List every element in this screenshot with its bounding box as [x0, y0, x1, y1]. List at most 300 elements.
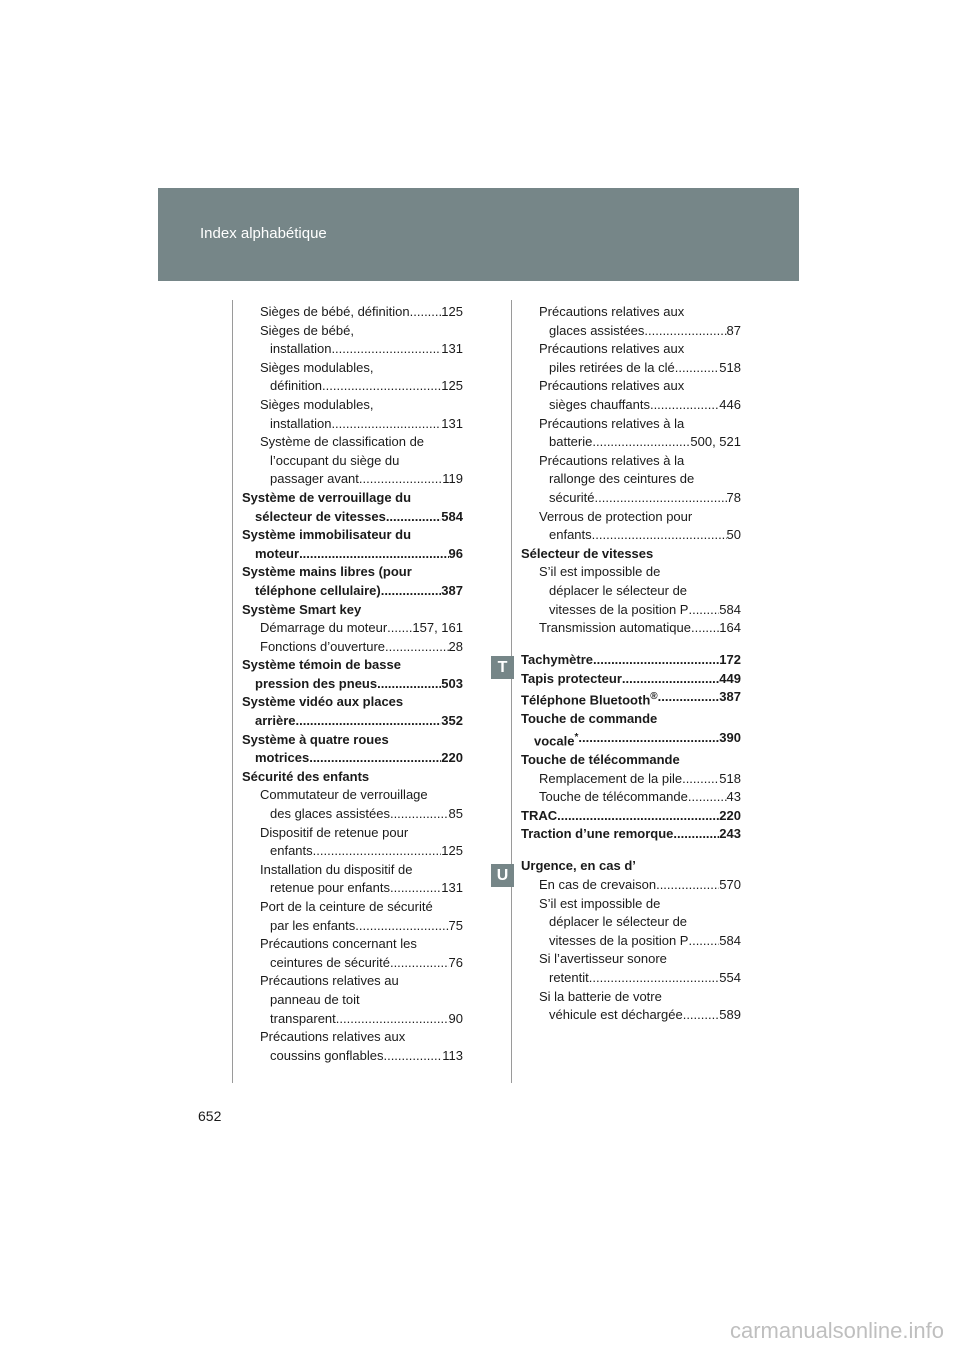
index-entry [521, 563, 741, 582]
dot-leader [557, 807, 719, 826]
index-heading [242, 582, 463, 601]
dot-leader [682, 770, 719, 789]
entry-text [260, 638, 385, 657]
entry-text [539, 619, 691, 638]
dot-leader [675, 359, 720, 378]
entry-text [242, 526, 411, 545]
index-entry [242, 340, 463, 359]
entry-label: Si la batterie de votre [539, 988, 662, 1004]
index-entry [242, 805, 463, 824]
index-entry [242, 638, 463, 657]
index-heading [521, 729, 741, 751]
dot-leader [592, 526, 727, 545]
entry-label: sélecteur de vitesses [255, 508, 386, 524]
entry-label: Système de verrouillage du [242, 489, 412, 505]
page-reference: 220 [441, 750, 463, 766]
entry-text [255, 582, 381, 601]
center-divider [511, 300, 512, 1083]
dot-leader [390, 879, 441, 898]
entry-text [270, 917, 355, 936]
entry-text [549, 396, 650, 415]
entry-label: Précautions relatives aux [539, 378, 685, 394]
index-entry [242, 879, 463, 898]
entry-label: Sièges modulables, [260, 359, 374, 375]
index-entry [521, 489, 741, 508]
dot-leader [595, 489, 727, 508]
entry-label: des glaces assistées [270, 806, 390, 822]
index-entry [521, 526, 741, 545]
index-entry [521, 619, 741, 638]
entry-label: Transmission automatique [539, 620, 691, 636]
entry-label: ceintures de sécurité [270, 954, 390, 970]
index-entry [521, 895, 741, 914]
index-heading [242, 508, 463, 527]
entry-text [539, 770, 682, 789]
index-entry [242, 433, 463, 452]
entry-label: Installation du dispositif de [260, 861, 413, 877]
entry-text [539, 988, 662, 1007]
index-entry [242, 935, 463, 954]
dot-leader [688, 932, 719, 951]
entry-label: Urgence, en cas d’ [521, 858, 636, 874]
index-heading [242, 601, 463, 620]
dot-leader [622, 670, 719, 689]
page-reference: 28 [448, 638, 463, 654]
entry-label: Sièges de bébé, [260, 322, 354, 338]
page-reference: 584 [719, 601, 741, 617]
dot-leader [410, 303, 442, 322]
page-reference: 125 [441, 843, 463, 859]
entry-text [242, 693, 403, 712]
section-gap [521, 638, 741, 652]
entry-label: arrière [255, 713, 296, 729]
entry-text [521, 825, 673, 844]
page-reference: 584 [441, 508, 463, 524]
entry-text [242, 768, 369, 787]
dot-leader [390, 954, 449, 973]
entry-superscript: * [574, 731, 579, 743]
entry-text [255, 712, 295, 731]
entry-text [549, 322, 644, 341]
index-entry [521, 770, 741, 789]
index-heading [521, 545, 741, 564]
index-heading [242, 749, 463, 768]
index-heading [521, 807, 741, 826]
page-reference: 78 [726, 489, 741, 505]
entry-text [549, 969, 589, 988]
entry-text [242, 489, 411, 508]
entry-label: Téléphone Bluetooth [521, 692, 651, 708]
entry-label: Précautions concernant les [260, 936, 417, 952]
section-gap [521, 844, 741, 858]
entry-label: Tapis protecteur [521, 670, 622, 686]
page-reference: 43 [726, 789, 741, 805]
entry-label: pression des pneus [255, 675, 378, 691]
dot-leader [331, 415, 441, 434]
page-reference: 518 [719, 359, 741, 375]
entry-text [270, 452, 399, 471]
index-entry [242, 917, 463, 936]
page-reference: 131 [441, 341, 463, 357]
dot-leader [377, 675, 441, 694]
index-heading [242, 675, 463, 694]
dot-leader [683, 1006, 720, 1025]
page-reference: 554 [719, 970, 741, 986]
entry-text [270, 991, 360, 1010]
entry-text [270, 954, 390, 973]
index-entry [242, 1028, 463, 1047]
index-entry [242, 322, 463, 341]
page-reference: 131 [441, 880, 463, 896]
page-reference: 75 [448, 917, 463, 933]
page-reference: 119 [442, 471, 463, 487]
entry-text [521, 688, 658, 710]
index-heading [242, 489, 463, 508]
dot-leader [383, 1047, 442, 1066]
page-reference: 90 [448, 1010, 463, 1026]
dot-leader [313, 842, 442, 861]
index-heading [242, 545, 463, 564]
index-heading [521, 651, 741, 670]
entry-text [255, 749, 309, 768]
dot-leader [691, 619, 719, 638]
entry-text [260, 433, 424, 452]
index-entry [521, 433, 741, 452]
dot-leader [387, 619, 412, 638]
entry-label: enfants [270, 843, 313, 859]
page-reference: 387 [441, 582, 463, 598]
index-entry [521, 452, 741, 471]
index-entry [242, 898, 463, 917]
entry-label: Précautions relatives à la [539, 415, 685, 431]
index-entry [521, 470, 741, 489]
entry-text [242, 601, 361, 620]
entry-label: vitesses de la position P [549, 932, 689, 948]
entry-text [549, 526, 592, 545]
index-entry [521, 322, 741, 341]
entry-text [260, 359, 373, 378]
page-reference: 76 [448, 954, 463, 970]
index-entry [521, 377, 741, 396]
dot-leader [688, 788, 727, 807]
entry-label: Sièges modulables, [260, 396, 374, 412]
page-reference: 584 [719, 932, 741, 948]
dot-leader [359, 470, 442, 489]
dot-leader [390, 805, 449, 824]
entry-text [270, 377, 322, 396]
index-heading [242, 712, 463, 731]
entry-superscript: ® [650, 691, 658, 703]
entry-text [549, 359, 675, 378]
dot-leader [650, 396, 719, 415]
entry-text [270, 1047, 383, 1066]
page-reference: 518 [719, 770, 741, 786]
page-reference: 220 [719, 807, 741, 823]
entry-label: Sélecteur de vitesses [521, 545, 654, 561]
header-title: Index alphabétique [200, 225, 327, 242]
entry-text [521, 807, 557, 826]
entry-text [539, 303, 684, 322]
entry-label: Démarrage du moteur [260, 620, 388, 636]
dot-leader [644, 322, 726, 341]
entry-text [521, 751, 680, 770]
dot-leader [589, 969, 720, 988]
page-reference: 125 [441, 304, 463, 319]
page-reference: 96 [448, 545, 463, 561]
index-entry [242, 303, 463, 322]
entry-label: Précautions relatives au [260, 973, 399, 989]
index-entry [242, 359, 463, 378]
index-entry [242, 991, 463, 1010]
dot-leader [336, 1010, 449, 1029]
dot-leader [309, 749, 441, 768]
entry-text [549, 1006, 683, 1025]
page-reference: 125 [441, 378, 463, 394]
entry-label: Précautions relatives aux [539, 304, 685, 319]
entry-text [549, 932, 688, 951]
index-entry [242, 972, 463, 991]
page-reference: 131 [441, 415, 463, 431]
entry-text [270, 415, 331, 434]
entry-label: Précautions relatives aux [260, 1029, 406, 1045]
entry-text [260, 786, 428, 805]
page-reference: 172 [719, 652, 741, 668]
dot-leader [331, 340, 441, 359]
page-header [158, 188, 799, 281]
index-entry [242, 619, 463, 638]
index-entry [242, 824, 463, 843]
entry-label: S’il est impossible de [539, 895, 661, 911]
entry-label: passager avant [270, 471, 359, 487]
entry-text [270, 340, 331, 359]
index-entry [242, 954, 463, 973]
page-reference: 87 [726, 322, 741, 338]
index-heading [242, 656, 463, 675]
index-entry [521, 340, 741, 359]
entry-text [242, 731, 389, 750]
page-reference: 570 [719, 877, 741, 893]
page-reference: 500, 521 [690, 434, 741, 450]
dot-leader [385, 638, 449, 657]
entry-label: déplacer le sélecteur de [549, 914, 688, 930]
index-entry [521, 582, 741, 601]
index-entry [521, 508, 741, 527]
index-entry [242, 415, 463, 434]
page-reference: 589 [719, 1007, 741, 1023]
index-entry [242, 470, 463, 489]
entry-label: déplacer le sélecteur de [549, 582, 688, 598]
dot-leader [578, 729, 719, 751]
index-entry [521, 788, 741, 807]
entry-label: vitesses de la position P [549, 601, 689, 617]
index-heading [521, 688, 741, 710]
entry-label: coussins gonflables [270, 1047, 384, 1063]
entry-text [539, 895, 660, 914]
index-entry [521, 950, 741, 969]
entry-label: Tachymètre [521, 652, 594, 668]
index-heading [242, 731, 463, 750]
entry-text [549, 601, 688, 620]
entry-label: vocale [534, 733, 575, 749]
page-reference: 85 [448, 806, 463, 822]
entry-label: par les enfants [270, 917, 356, 933]
index-heading [521, 857, 741, 876]
index-entry [521, 876, 741, 895]
index-entry [521, 359, 741, 378]
index-entry [242, 786, 463, 805]
entry-label: installation [270, 341, 332, 357]
entry-label: Système Smart key [242, 601, 362, 617]
page-number: 652 [198, 1108, 222, 1124]
entry-label: l’occupant du siège du [270, 452, 400, 468]
page-reference: 243 [719, 826, 741, 842]
watermark: carmanualsonline.info [729, 1318, 944, 1343]
entry-text [270, 1010, 336, 1029]
index-entry [521, 969, 741, 988]
entry-label: enfants [549, 527, 592, 543]
entry-text [549, 489, 595, 508]
page-reference: 352 [441, 713, 463, 729]
index-heading [242, 563, 463, 582]
entry-text [521, 651, 593, 670]
index-entry [242, 861, 463, 880]
page-reference: 157, 161 [412, 620, 463, 636]
index-entry [521, 932, 741, 951]
index-entry [242, 452, 463, 471]
index-entry [521, 988, 741, 1007]
page-reference: 390 [719, 729, 741, 745]
entry-text [539, 563, 660, 582]
entry-text [534, 729, 578, 751]
entry-label: Commutateur de verrouillage [260, 787, 428, 803]
index-entry [521, 601, 741, 620]
entry-label: véhicule est déchargée [549, 1007, 683, 1023]
entry-label: En cas de crevaison [539, 877, 657, 893]
dot-leader [355, 917, 448, 936]
entry-label: Si l’avertisseur sonore [539, 951, 667, 967]
entry-label: sécurité [549, 489, 595, 505]
entry-text [242, 656, 401, 675]
entry-text [260, 1028, 405, 1047]
entry-label: Traction d’une remorque [521, 826, 674, 842]
dot-leader [658, 688, 720, 710]
entry-text [260, 898, 433, 917]
entry-label: motrices [255, 750, 310, 766]
entry-text [539, 415, 684, 434]
index-column-right [521, 303, 741, 1025]
entry-label: TRAC [521, 807, 558, 823]
entry-label: Système immobilisateur du [242, 527, 412, 543]
page-reference: 446 [719, 396, 741, 412]
index-heading [521, 710, 741, 729]
entry-label: Touche de commande [521, 711, 658, 727]
entry-text [521, 857, 636, 876]
page-reference: 387 [719, 689, 741, 705]
page-reference: 503 [441, 675, 463, 691]
entry-label: transparent [270, 1010, 336, 1026]
entry-text [260, 972, 399, 991]
left-divider [232, 300, 233, 1083]
entry-label: Fonctions d’ouverture [260, 638, 386, 654]
entry-text [539, 876, 656, 895]
index-entry [242, 842, 463, 861]
entry-text [539, 340, 684, 359]
page-reference: 449 [719, 670, 741, 686]
entry-label: définition [270, 378, 323, 394]
entry-label: Système mains libres (pour [242, 564, 412, 580]
section-letter-t: T [491, 656, 514, 679]
index-entry [242, 1047, 463, 1066]
entry-text [270, 842, 313, 861]
entry-text [539, 377, 684, 396]
entry-text [242, 563, 412, 582]
entry-label: moteur [255, 545, 300, 561]
entry-text [260, 824, 408, 843]
entry-text [260, 935, 417, 954]
entry-text [255, 508, 386, 527]
entry-text [260, 861, 412, 880]
index-entry [242, 1010, 463, 1029]
entry-label: Sièges de bébé, définition [260, 304, 410, 319]
page-reference: 50 [726, 527, 741, 543]
index-heading [521, 670, 741, 689]
entry-label: Port de la ceinture de sécurité [260, 899, 433, 914]
entry-label: Verrous de protection pour [539, 508, 693, 524]
index-entry [521, 913, 741, 932]
dot-leader [593, 651, 719, 670]
entry-label: batterie [549, 434, 593, 450]
page-reference: 113 [442, 1047, 463, 1063]
entry-label: Système vidéo aux places [242, 694, 404, 710]
entry-label: Système à quatre roues [242, 731, 389, 747]
dot-leader [386, 508, 441, 527]
entry-label: glaces assistées [549, 322, 645, 338]
dot-leader [299, 545, 448, 564]
entry-label: Système témoin de basse [242, 657, 401, 673]
index-entry [521, 1006, 741, 1025]
entry-text [549, 470, 694, 489]
entry-label: Précautions relatives aux [539, 341, 685, 357]
dot-leader [688, 601, 719, 620]
section-letter-u: U [491, 864, 514, 887]
index-entry [242, 377, 463, 396]
index-entry [242, 396, 463, 415]
index-entry [521, 303, 741, 322]
dot-leader [322, 377, 441, 396]
entry-text [549, 582, 687, 601]
entry-label: S’il est impossible de [539, 564, 661, 580]
dot-leader [381, 582, 442, 601]
entry-label: retentit [549, 970, 589, 986]
entry-label: piles retirées de la clé [549, 359, 675, 375]
entry-text [539, 452, 684, 471]
entry-text [521, 710, 657, 729]
index-entry [521, 396, 741, 415]
entry-label: Système de classification de [260, 434, 425, 450]
entry-label: Sécurité des enfants [242, 768, 370, 784]
dot-leader [673, 825, 719, 844]
index-heading [242, 693, 463, 712]
entry-label: Touche de télécommande [521, 751, 680, 767]
entry-text [255, 545, 299, 564]
entry-text [521, 670, 622, 689]
entry-text [270, 470, 359, 489]
entry-label: Touche de télécommande [539, 789, 688, 805]
index-entry [521, 415, 741, 434]
page-reference: 164 [719, 620, 741, 636]
entry-text [539, 950, 667, 969]
entry-label: Remplacement de la pile [539, 770, 683, 786]
